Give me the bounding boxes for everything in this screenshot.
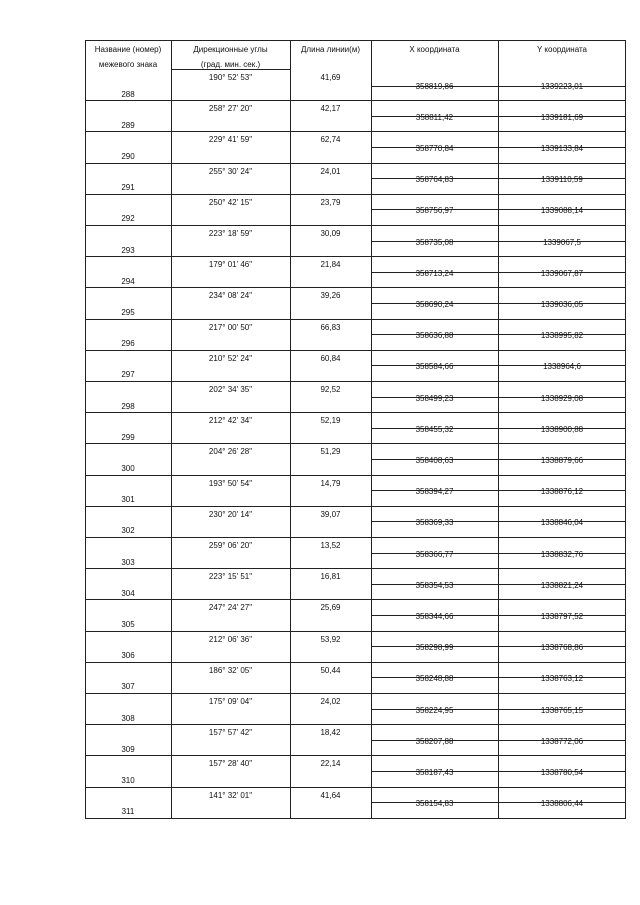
segment-row-rule <box>171 537 371 538</box>
segment-length: 30,09 <box>320 229 341 238</box>
segment-length: 51,29 <box>320 447 341 457</box>
segment-row-rule <box>171 475 371 476</box>
point-number: 303 <box>121 557 135 567</box>
point-row-rule <box>85 256 171 257</box>
header-point-name <box>85 42 171 72</box>
segment-row-rule <box>171 662 371 663</box>
x-coordinate: 358499,23 <box>415 393 454 403</box>
x-coordinate: 358735,08 <box>415 237 454 247</box>
x-coordinate: 358764,83 <box>415 175 454 185</box>
y-coordinate: 1338832,76 <box>540 549 584 559</box>
x-coordinate: 358154,83 <box>415 799 454 809</box>
segment-angle: 204° 26' 28" <box>208 447 253 457</box>
header-y-coordinate: Y координата <box>536 45 588 54</box>
y-coordinate: 1338876,12 <box>540 487 584 497</box>
point-row-rule <box>85 506 171 507</box>
point-number: 296 <box>121 339 135 349</box>
point-row-rule <box>371 443 626 444</box>
header-direction-angle-line-1: Дирекционные углы <box>193 45 268 54</box>
y-coordinate: 1339036,05 <box>540 300 584 309</box>
point-row-rule <box>371 131 626 132</box>
segment-length: 21,84 <box>320 260 341 270</box>
y-coordinate: 1339067,87 <box>540 268 584 278</box>
segment-angle: 255° 30' 24" <box>208 166 253 176</box>
point-row-rule <box>371 256 626 257</box>
point-row-rule <box>371 631 626 632</box>
y-coordinate: 1339110,59 <box>541 175 583 185</box>
point-row-rule <box>85 412 171 413</box>
y-coordinate: 1338995,82 <box>540 331 584 341</box>
point-row-rule <box>371 537 626 538</box>
segment-angle: 193° 50' 54" <box>208 478 253 488</box>
point-number: 304 <box>121 588 135 598</box>
y-coordinate: 1338780,54 <box>540 768 584 777</box>
x-coordinate: 358394,27 <box>415 487 454 497</box>
segment-angle: 259° 06' 20" <box>208 541 253 550</box>
x-coordinate: 358207,88 <box>415 736 454 746</box>
point-number: 290 <box>121 152 135 161</box>
segment-row-rule <box>171 755 371 756</box>
segment-length: 66,83 <box>320 322 341 332</box>
x-coordinate: 358636,88 <box>415 331 454 341</box>
y-coordinate: 1338806,44 <box>540 799 584 809</box>
segment-row-rule <box>171 443 371 444</box>
y-coordinate: 1339067,5 <box>543 237 581 247</box>
point-row-rule <box>85 475 171 476</box>
segment-row-rule <box>171 412 371 413</box>
point-row-rule <box>85 537 171 538</box>
segment-row-rule <box>171 163 371 164</box>
segment-length: 92,52 <box>320 385 341 394</box>
y-coordinate: 1338797,52 <box>540 612 584 621</box>
segment-angle: 250° 42' 15" <box>208 197 253 207</box>
y-coordinate: 1338763,12 <box>540 674 584 684</box>
point-number: 289 <box>121 120 135 130</box>
point-row-rule <box>371 163 626 164</box>
point-row-rule <box>85 319 171 320</box>
point-number: 291 <box>121 183 135 193</box>
segment-length: 16,81 <box>320 572 341 582</box>
segment-angle: 223° 18' 59" <box>208 229 253 238</box>
point-row-rule <box>371 599 626 600</box>
point-number: 310 <box>121 776 135 785</box>
point-row-rule <box>371 350 626 351</box>
segment-angle: 179° 01' 46" <box>208 260 253 270</box>
segment-angle: 202° 34' 35" <box>208 385 253 394</box>
segment-row-rule <box>171 225 371 226</box>
point-row-rule <box>371 724 626 725</box>
point-number: 294 <box>121 276 135 286</box>
segment-angle: 234° 08' 24" <box>208 291 253 301</box>
segment-angle: 141° 32' 01" <box>208 790 253 800</box>
segment-length: 41,64 <box>320 790 341 800</box>
point-number: 292 <box>121 214 135 224</box>
y-coordinate: 1339088,14 <box>540 206 584 216</box>
x-coordinate: 358690,24 <box>415 300 454 309</box>
y-coordinate: 1338879,66 <box>540 456 584 465</box>
segment-row-rule <box>171 381 371 382</box>
segment-row-rule <box>171 724 371 725</box>
segment-angle: 212° 42' 34" <box>208 416 253 426</box>
point-row-rule <box>371 319 626 320</box>
point-number: 306 <box>121 651 135 661</box>
segment-length: 14,79 <box>320 478 341 488</box>
point-number: 311 <box>121 807 135 817</box>
point-row-rule <box>371 100 626 101</box>
point-row-rule <box>85 443 171 444</box>
segment-angle: 229° 41' 59" <box>208 135 253 145</box>
point-row-rule <box>371 506 626 507</box>
point-row-rule <box>85 724 171 725</box>
x-coordinate: 358756,97 <box>415 206 454 216</box>
segment-angle: 258° 27' 20" <box>208 104 253 114</box>
segment-length: 50,44 <box>320 665 341 675</box>
header-x-coordinate: X координата <box>409 45 460 54</box>
point-row-rule <box>85 225 171 226</box>
x-coordinate: 358369,33 <box>415 518 454 528</box>
x-coordinate: 358819,86 <box>415 81 454 91</box>
segment-length: 60,84 <box>320 353 341 363</box>
x-coordinate: 358224,95 <box>415 705 454 715</box>
header-angle-rule <box>171 69 290 70</box>
segment-length: 18,42 <box>320 728 341 738</box>
point-row-rule <box>371 412 626 413</box>
point-row-rule <box>85 755 171 756</box>
y-coordinate: 1339133,84 <box>540 144 584 153</box>
x-coordinate: 358713,24 <box>415 268 454 278</box>
x-coordinate: 358455,32 <box>415 424 454 434</box>
segment-angle: 217° 00' 50" <box>208 322 253 332</box>
x-coordinate: 358354,53 <box>415 580 454 590</box>
segment-row-rule <box>171 599 371 600</box>
point-row-rule <box>85 194 171 195</box>
segment-row-rule <box>171 693 371 694</box>
segment-angle: 247° 24' 27" <box>208 603 253 613</box>
point-number: 300 <box>121 464 135 473</box>
point-row-rule <box>85 287 171 288</box>
y-coordinate: 1338772,06 <box>540 736 584 746</box>
segment-length: 53,92 <box>320 634 341 644</box>
y-coordinate: 1338765,15 <box>540 705 584 715</box>
segment-length: 41,69 <box>320 73 341 82</box>
segment-angle: 230° 20' 14" <box>208 509 253 519</box>
y-coordinate: 1338900,88 <box>540 424 584 434</box>
segment-row-rule <box>171 256 371 257</box>
point-number: 309 <box>121 744 135 754</box>
x-coordinate: 358584,66 <box>415 362 454 372</box>
segment-angle: 175° 09' 04" <box>208 697 253 706</box>
y-coordinate: 1338821,24 <box>540 580 584 590</box>
segment-row-rule <box>171 350 371 351</box>
point-number: 307 <box>121 682 135 692</box>
header-line-length: Длина линии(м) <box>301 45 360 54</box>
point-number: 293 <box>121 245 135 255</box>
segment-row-rule <box>171 631 371 632</box>
segment-angle: 190° 52' 53" <box>208 73 253 82</box>
y-coordinate: 1338768,86 <box>540 643 584 653</box>
segment-length: 25,69 <box>320 603 341 613</box>
x-coordinate: 358408,63 <box>415 456 454 465</box>
segment-angle: 223° 15' 51" <box>208 572 253 582</box>
header-direction-angle <box>171 42 290 72</box>
segment-length: 13,52 <box>320 541 341 550</box>
segment-row-rule <box>171 194 371 195</box>
x-coordinate: 358298,99 <box>415 643 454 653</box>
coordinates-table <box>85 40 626 819</box>
y-coordinate: 1339181,69 <box>540 112 584 122</box>
y-coordinate: 1338929,08 <box>540 393 584 403</box>
segment-length: 52,19 <box>320 416 341 426</box>
point-row-rule <box>371 475 626 476</box>
segment-row-rule <box>171 506 371 507</box>
point-row-rule <box>371 755 626 756</box>
point-row-rule <box>371 568 626 569</box>
x-coordinate: 358187,43 <box>415 768 454 777</box>
point-row-rule <box>371 287 626 288</box>
segment-length: 62,74 <box>320 135 341 145</box>
point-row-rule <box>85 787 171 788</box>
point-number: 308 <box>121 713 135 723</box>
x-coordinate: 358248,88 <box>415 674 454 684</box>
y-coordinate: 1339223,01 <box>540 81 584 91</box>
point-row-rule <box>85 568 171 569</box>
segment-angle: 157° 57' 42" <box>208 728 253 738</box>
segment-angle: 186° 32' 05" <box>208 665 253 675</box>
point-number: 302 <box>121 526 135 536</box>
point-number: 297 <box>121 370 135 380</box>
point-row-rule <box>85 131 171 132</box>
point-row-rule <box>85 100 171 101</box>
point-number: 298 <box>121 401 135 411</box>
point-row-rule <box>85 381 171 382</box>
segment-row-rule <box>171 568 371 569</box>
segment-angle: 210° 52' 24" <box>208 353 253 363</box>
point-row-rule <box>371 662 626 663</box>
point-row-rule <box>85 631 171 632</box>
top-rule <box>85 40 626 41</box>
point-number: 301 <box>121 495 135 505</box>
point-row-rule <box>371 194 626 195</box>
segment-row-rule <box>171 319 371 320</box>
bottom-rule <box>85 818 626 819</box>
segment-length: 23,79 <box>320 197 341 207</box>
segment-length: 42,17 <box>320 104 341 114</box>
point-number: 305 <box>121 620 135 629</box>
point-number: 299 <box>121 432 135 442</box>
point-row-rule <box>85 662 171 663</box>
x-coordinate: 358344,66 <box>415 612 454 621</box>
point-row-rule <box>85 350 171 351</box>
point-row-rule <box>371 225 626 226</box>
segment-length: 24,02 <box>320 697 341 706</box>
segment-length: 24,01 <box>320 166 341 176</box>
segment-row-rule <box>171 787 371 788</box>
header-point-name-line-2: межевого знака <box>98 60 158 69</box>
segment-row-rule <box>171 287 371 288</box>
segment-length: 39,07 <box>320 509 341 519</box>
segment-row-rule <box>171 131 371 132</box>
point-number: 288 <box>121 89 135 99</box>
y-coordinate: 1338846,04 <box>540 518 584 528</box>
segment-length: 22,14 <box>320 759 341 769</box>
point-row-rule <box>371 381 626 382</box>
segment-angle: 157° 28' 40" <box>208 759 253 769</box>
x-coordinate: 358366,77 <box>415 549 454 559</box>
point-row-rule <box>371 787 626 788</box>
header-point-name-line-1: Название (номер) <box>94 45 162 54</box>
x-coordinate: 358811,42 <box>415 112 454 122</box>
segment-length: 39,26 <box>320 291 341 301</box>
point-row-rule <box>85 693 171 694</box>
point-row-rule <box>85 163 171 164</box>
segment-angle: 212° 06' 36" <box>208 634 253 644</box>
segment-row-rule <box>171 100 371 101</box>
point-number: 295 <box>121 308 135 317</box>
point-row-rule <box>371 693 626 694</box>
header-direction-angle-line-2: (град. мин. сек.) <box>200 60 261 69</box>
y-coordinate: 1338964,6 <box>543 362 581 372</box>
x-coordinate: 358770,84 <box>415 144 454 153</box>
point-row-rule <box>85 599 171 600</box>
